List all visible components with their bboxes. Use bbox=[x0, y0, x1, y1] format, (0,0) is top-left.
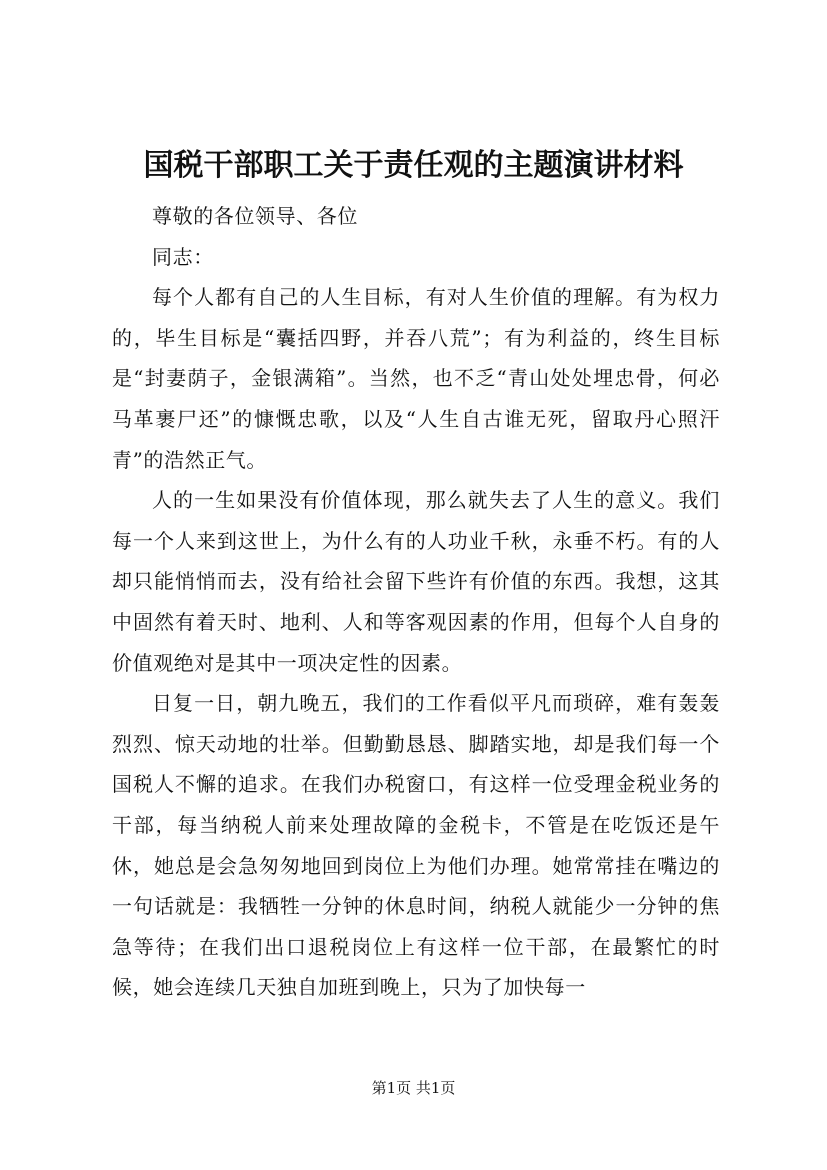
page-number-footer: 第1页 共1页 bbox=[371, 1079, 456, 1097]
document-body bbox=[112, 196, 720, 1008]
body-paragraph: 人的一生如果没有价值体现，那么就失去了人生的意义。我们每一个人来到这世上，为什么有的人功业千秋，永垂不朽。有的人却只能悄悄而去，没有给社会留下些许有价值的东西。我想，这其中固然有着天时、地利、人和等客观因素的作用，但每个人自身的价值观绝对是其中一项决定性的因素。 bbox=[112, 488, 720, 675]
body-paragraph: 日复一日，朝九晚五，我们的工作看似平凡而琐碎，难有轰轰烈烈、惊天动地的壮举。但勤勤恳恳、脚踏实地，却是我们每一个国税人不懈的追求。在我们办税窗口，有这样一位受理金税业务的干部，每当纳税人前来处理故障的金税卡，不管是在吃饭还是午休，她总是会急匆匆地回到岗位上为他们办理。她常常挂在嘴边的一句话就是：我牺牲一分钟的休息时间，纳税人就能少一分钟的焦急等待；在我们出口退税岗位上有这样一位干部，在最繁忙的时候，她会连续几天独自加班到晚上，只为了加快每一 bbox=[112, 691, 720, 1000]
body-paragraph: 每个人都有自己的人生目标，有对人生价值的理解。有为权力的，毕生目标是“囊括四野，并吞八荒”；有为利益的，终生目标是“封妻荫子，金银满箱”。当然，也不乏“青山处处埋忠骨，何必马革裹尸还”的慷慨忠歌，以及“人生自古谁无死，留取丹心照汗青”的浩然正气。 bbox=[112, 285, 720, 472]
document-title: 国税干部职工关于责任观的主题演讲材料 bbox=[143, 148, 684, 183]
salutation-line: 尊敬的各位领导、各位 bbox=[152, 204, 358, 228]
salutation-line: 同志： bbox=[152, 244, 214, 269]
